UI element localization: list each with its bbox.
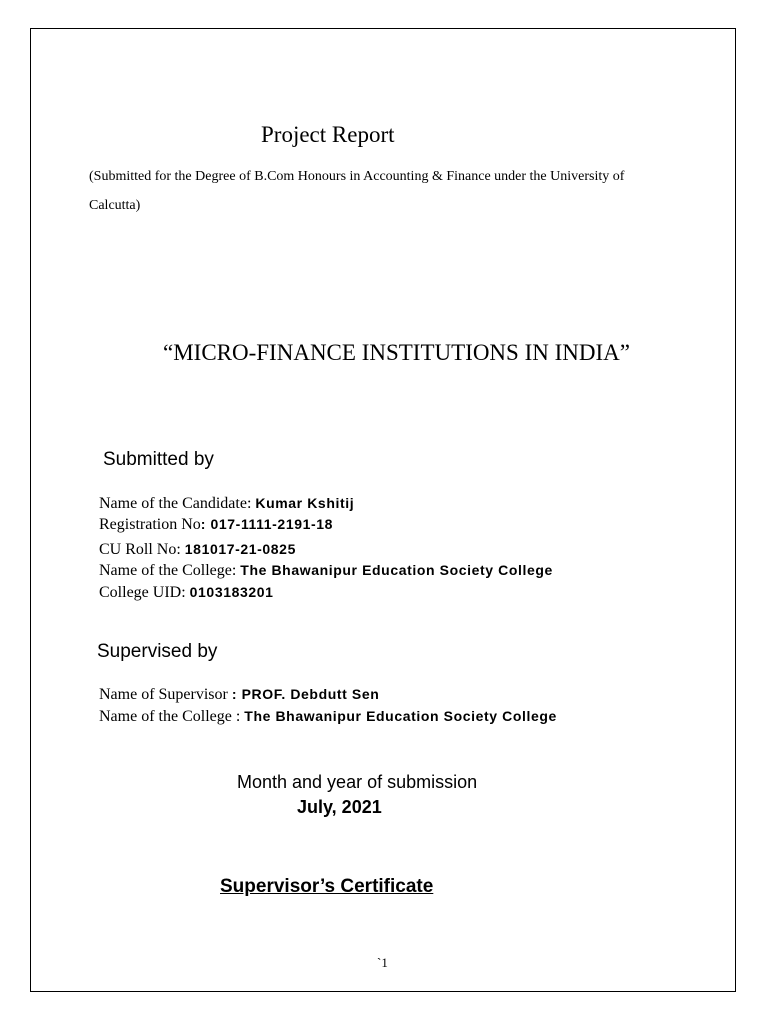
- roll-no-row: [99, 539, 296, 560]
- roll-no-value: 181017-21-0825: [184, 541, 296, 557]
- submission-month-value: July, 2021: [297, 797, 382, 817]
- college-row: [99, 560, 553, 581]
- college-value: The Bhawanipur Education Society College: [240, 562, 553, 578]
- candidate-name-label: Name of the Candidate:: [99, 495, 256, 512]
- roll-no-label: CU Roll No:: [99, 541, 185, 558]
- certificate-heading: Supervisor’s Certificate: [220, 876, 434, 897]
- supervisor-name-value: : PROF. Debdutt Sen: [231, 686, 380, 702]
- page-number: `1: [377, 955, 388, 970]
- college-label: Name of the College:: [99, 562, 241, 579]
- supervised-by-heading: Supervised by: [97, 641, 218, 662]
- registration-row: [99, 514, 333, 535]
- college-uid-row: [99, 582, 274, 603]
- project-title: “MICRO-FINANCE INSTITUTIONS IN INDIA”: [163, 340, 630, 365]
- registration-label: Registration No: [99, 516, 201, 533]
- registration-value: : 017-1111-2191-18: [200, 516, 334, 532]
- submission-note-line-2: Calcutta): [89, 198, 141, 213]
- candidate-name-row: [99, 493, 354, 514]
- supervisor-college-value: The Bhawanipur Education Society College: [244, 708, 557, 724]
- submission-note-line-1: (Submitted for the Degree of B.Com Honours in Accounting & Finance under the University of: [89, 169, 625, 184]
- supervisor-college-row: [99, 706, 557, 727]
- supervisor-college-label: Name of the College :: [99, 708, 245, 725]
- college-uid-value: 0103183201: [189, 584, 274, 600]
- college-uid-label: College UID:: [99, 584, 190, 601]
- supervisor-name-row: [99, 684, 379, 705]
- submitted-by-heading: Submitted by: [103, 449, 214, 470]
- supervisor-name-label: Name of Supervisor: [99, 686, 232, 703]
- candidate-name-value: Kumar Kshitij: [255, 495, 355, 511]
- submission-month-label: Month and year of submission: [237, 772, 478, 792]
- report-title: Project Report: [261, 122, 395, 147]
